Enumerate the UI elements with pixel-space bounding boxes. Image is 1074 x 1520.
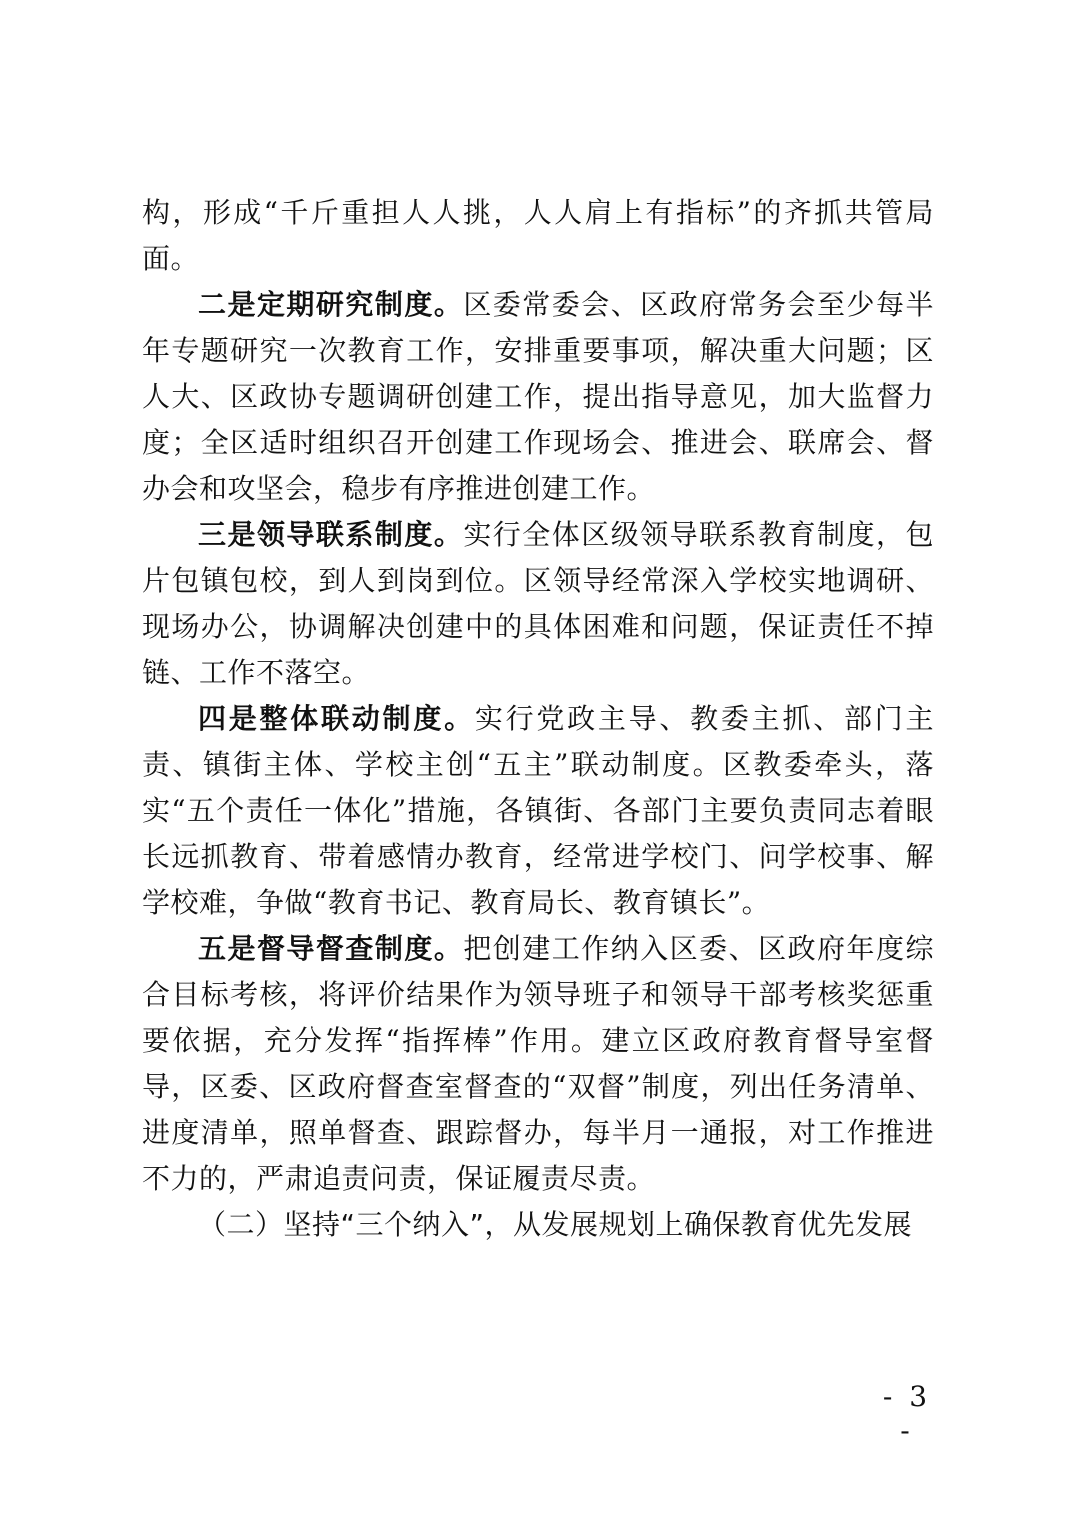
paragraph-text: 把创建工作纳入区委、区政府年度综合目标考核，将评价结果作为领导班子和领导干部考核奖惩重要依据，充分发挥“指挥棒”作用。建立区政府教育督导室督导，区委、区政府督查室督查的“双督”制度，列出任务清单、进度清单，照单督查、跟踪督办，每半月一通报，对工作推进不力的，严肃追责问责，保证履责尽责。 bbox=[142, 932, 934, 1195]
section-heading-text: （二）坚持“三个纳入”，从发展规划上确保教育优先发展 bbox=[198, 1208, 913, 1241]
document-body bbox=[142, 190, 934, 1248]
paragraph-text: 区委常委会、区政府常务会至少每半年专题研究一次教育工作，安排重要事项，解决重大问题；区人大、区政协专题调研创建工作，提出指导意见，加大监督力度；全区适时组织召开创建工作现场会、推进会、联席会、督办会和攻坚会，稳步有序推进创建工作。 bbox=[142, 288, 934, 505]
paragraph-lead: 五是督导督查制度。 bbox=[198, 932, 464, 965]
paragraph-lead: 二是定期研究制度。 bbox=[198, 288, 464, 321]
page-number: - 3 - bbox=[882, 1380, 932, 1447]
section-heading bbox=[142, 1202, 934, 1248]
paragraph-supervision-inspection-system bbox=[142, 926, 934, 1202]
paragraph-leadership-contact-system bbox=[142, 512, 934, 696]
paragraph-overall-linkage-system bbox=[142, 696, 934, 926]
paragraph-text: 实行党政主导、教委主抓、部门主责、镇街主体、学校主创“五主”联动制度。区教委牵头，落实“五个责任一体化”措施，各镇街、各部门主要负责同志着眼长远抓教育、带着感情办教育，经常进学校门、问学校事、解学校难，争做“教育书记、教育局长、教育镇长”。 bbox=[142, 702, 934, 919]
paragraph-lead: 三是领导联系制度。 bbox=[198, 518, 464, 551]
paragraph-lead: 四是整体联动制度。 bbox=[198, 702, 475, 735]
paragraph-regular-research-system bbox=[142, 282, 934, 512]
paragraph-continuation bbox=[142, 190, 934, 282]
paragraph-text: 构，形成“千斤重担人人挑，人人肩上有指标”的齐抓共管局面。 bbox=[142, 196, 934, 275]
paragraph-text: 实行全体区级领导联系教育制度，包片包镇包校，到人到岗到位。区领导经常深入学校实地调研、现场办公，协调解决创建中的具体困难和问题，保证责任不掉链、工作不落空。 bbox=[142, 518, 934, 689]
